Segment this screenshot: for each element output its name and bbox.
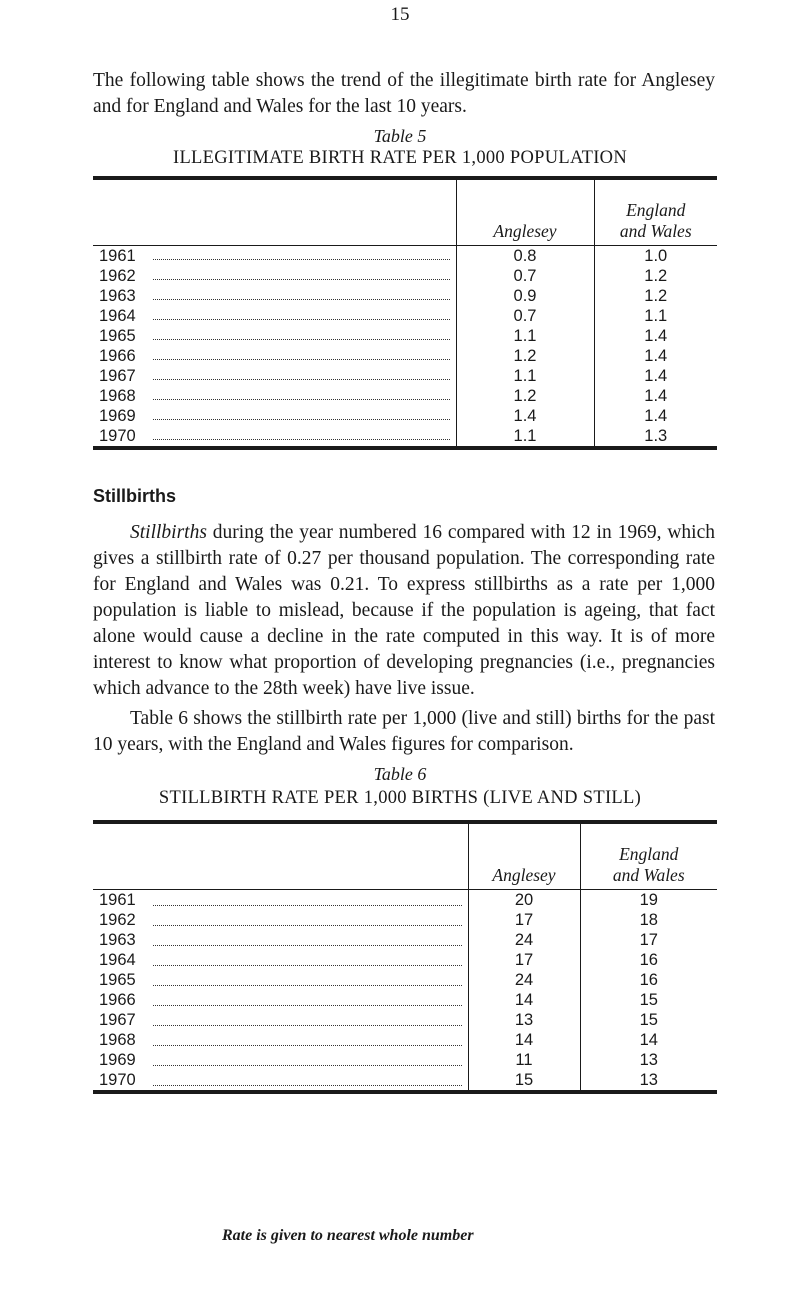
- table6-anglesey-header-label: Anglesey: [492, 865, 556, 885]
- anglesey-value: 14: [468, 990, 580, 1010]
- anglesey-value: 1.2: [456, 346, 594, 366]
- year-label: 1962: [99, 911, 142, 929]
- dot-leader: [153, 299, 450, 300]
- table6: [93, 820, 717, 1094]
- table-row: [93, 1030, 717, 1050]
- year-cell: [93, 1010, 468, 1030]
- england-wales-value: 14: [639, 1031, 658, 1049]
- england-wales-value: 15: [639, 1011, 658, 1029]
- intro-paragraph: The following table shows the trend of the illegitimate birth rate for Anglesey and for England and Wales for the last 10 years.: [93, 70, 715, 117]
- anglesey-value: 11: [468, 1050, 580, 1070]
- anglesey-value: 1.1: [456, 326, 594, 346]
- stillbirths-lead: Stillbirths: [130, 522, 207, 543]
- table-row: [93, 286, 717, 306]
- year-label: 1961: [99, 247, 142, 265]
- year-cell: [93, 970, 468, 990]
- year-cell: [93, 286, 456, 306]
- year-label: 1965: [99, 971, 142, 989]
- table5-caption: Table 5: [373, 126, 427, 146]
- table-row: [93, 266, 717, 286]
- england-wales-value: 1.4: [644, 387, 668, 405]
- england-wales-value: 1.4: [644, 367, 668, 385]
- table5-england-header-line2: and Wales: [619, 221, 692, 241]
- year-cell: [93, 306, 456, 326]
- table-row: [93, 910, 717, 930]
- year-cell: [93, 890, 468, 911]
- table5-england-header-line1: England: [626, 200, 686, 220]
- england-wales-value: 17: [639, 931, 658, 949]
- england-wales-value: 16: [639, 951, 658, 969]
- dot-leader: [153, 905, 462, 906]
- anglesey-value: 0.7: [456, 306, 594, 326]
- anglesey-value: 1.2: [456, 386, 594, 406]
- table-row: [93, 406, 717, 426]
- table-row: [93, 386, 717, 406]
- anglesey-value: 17: [468, 910, 580, 930]
- table6-footnote: Rate is given to nearest whole number: [222, 1227, 474, 1244]
- table6-body: [93, 890, 717, 1093]
- dot-leader: [153, 985, 462, 986]
- table6-england-header: [580, 822, 717, 890]
- table5: [93, 176, 717, 450]
- year-cell: [93, 326, 456, 346]
- table5-year-header: [93, 178, 456, 246]
- table6-england-header-line1: England: [619, 844, 679, 864]
- table6-header-row: [93, 822, 717, 890]
- year-label: 1967: [99, 367, 142, 385]
- anglesey-value: 1.1: [456, 366, 594, 386]
- dot-leader: [153, 965, 462, 966]
- year-label: 1966: [99, 991, 142, 1009]
- table6-title: STILLBIRTH RATE PER 1,000 BIRTHS (LIVE AND STILL): [158, 788, 642, 808]
- table6-anglesey-header: [468, 822, 580, 890]
- year-cell: [93, 910, 468, 930]
- england-wales-value: 1.1: [644, 307, 668, 325]
- year-label: 1969: [99, 1051, 142, 1069]
- anglesey-value: 0.9: [456, 286, 594, 306]
- england-wales-value: 13: [639, 1071, 658, 1089]
- year-label: 1970: [99, 427, 142, 445]
- england-wales-value: 15: [639, 991, 658, 1009]
- anglesey-value: 1.4: [456, 406, 594, 426]
- table5-anglesey-header-label: Anglesey: [493, 221, 557, 241]
- year-label: 1966: [99, 347, 142, 365]
- year-cell: [93, 950, 468, 970]
- table-row: [93, 1010, 717, 1030]
- dot-leader: [153, 945, 462, 946]
- england-wales-value: 13: [639, 1051, 658, 1069]
- england-wales-value: 1.4: [644, 327, 668, 345]
- year-label: 1962: [99, 267, 142, 285]
- anglesey-value: 0.8: [456, 246, 594, 267]
- year-cell: [93, 1050, 468, 1070]
- stillbirths-paragraph: [93, 520, 715, 702]
- table-row: [93, 346, 717, 366]
- dot-leader: [153, 1045, 462, 1046]
- table-row: [93, 1050, 717, 1070]
- year-label: 1963: [99, 931, 142, 949]
- year-cell: [93, 1070, 468, 1092]
- year-label: 1964: [99, 951, 142, 969]
- dot-leader: [153, 1025, 462, 1026]
- dot-leader: [153, 1065, 462, 1066]
- anglesey-value: 24: [468, 930, 580, 950]
- table5-body: [93, 246, 717, 449]
- table5-header-row: [93, 178, 717, 246]
- table-row: [93, 426, 717, 448]
- year-cell: [93, 366, 456, 386]
- table-row: [93, 306, 717, 326]
- table-row: [93, 990, 717, 1010]
- year-cell: [93, 246, 456, 267]
- year-cell: [93, 990, 468, 1010]
- dot-leader: [153, 439, 450, 440]
- england-wales-value: 1.2: [644, 287, 668, 305]
- table6-year-header: [93, 822, 468, 890]
- england-wales-value: 1.4: [644, 347, 668, 365]
- year-label: 1965: [99, 327, 142, 345]
- year-cell: [93, 406, 456, 426]
- dot-leader: [153, 399, 450, 400]
- table6-caption: Table 6: [373, 764, 427, 784]
- anglesey-value: 17: [468, 950, 580, 970]
- anglesey-value: 1.1: [456, 426, 594, 448]
- anglesey-value: 13: [468, 1010, 580, 1030]
- table-row: [93, 930, 717, 950]
- year-label: 1967: [99, 1011, 142, 1029]
- england-wales-value: 18: [639, 911, 658, 929]
- table5-anglesey-header: [456, 178, 594, 246]
- year-label: 1961: [99, 891, 142, 909]
- table-row: [93, 366, 717, 386]
- stillbirths-heading: Stillbirths: [93, 486, 177, 506]
- year-cell: [93, 1030, 468, 1050]
- anglesey-value: 15: [468, 1070, 580, 1092]
- table5-england-header: [594, 178, 717, 246]
- table-row: [93, 1070, 717, 1092]
- dot-leader: [153, 379, 450, 380]
- england-wales-value: 19: [639, 891, 658, 909]
- table-row: [93, 246, 717, 267]
- year-label: 1969: [99, 407, 142, 425]
- table6-intro-paragraph: Table 6 shows the stillbirth rate per 1,000 (live and still) births for the past 10 years, with the England and Wales figures for comparison.: [93, 708, 715, 755]
- year-label: 1968: [99, 387, 142, 405]
- england-wales-value: 1.0: [644, 247, 668, 265]
- dot-leader: [153, 1085, 462, 1086]
- dot-leader: [153, 419, 450, 420]
- anglesey-value: 20: [468, 890, 580, 911]
- table-row: [93, 970, 717, 990]
- dot-leader: [153, 1005, 462, 1006]
- dot-leader: [153, 279, 450, 280]
- year-cell: [93, 426, 456, 448]
- england-wales-value: 1.2: [644, 267, 668, 285]
- anglesey-value: 24: [468, 970, 580, 990]
- table-row: [93, 950, 717, 970]
- england-wales-value: 1.3: [644, 427, 668, 445]
- dot-leader: [153, 259, 450, 260]
- year-cell: [93, 266, 456, 286]
- england-wales-value: 1.4: [644, 407, 668, 425]
- year-cell: [93, 930, 468, 950]
- dot-leader: [153, 339, 450, 340]
- anglesey-value: 14: [468, 1030, 580, 1050]
- table-row: [93, 890, 717, 911]
- table-row: [93, 326, 717, 346]
- year-label: 1968: [99, 1031, 142, 1049]
- dot-leader: [153, 319, 450, 320]
- year-cell: [93, 346, 456, 366]
- stillbirths-body: during the year numbered 16 compared with 12 in 1969, which gives a stillbirth rate of 0.27 per thousand population. The corresponding rate for England and Wales was 0.21. To express stillbirths as a rate per 1,000 population is liable to mislead, because if the population is ageing, that fact alone would cause a decline in the rate computed in this way. It is of more interest to know what proportion of developing pregnancies (i.e., pregnancies which advance to the 28th week) have live issue.: [93, 522, 715, 699]
- year-label: 1963: [99, 287, 142, 305]
- table5-title: ILLEGITIMATE BIRTH RATE PER 1,000 POPULATION: [172, 148, 627, 168]
- dot-leader: [153, 925, 462, 926]
- england-wales-value: 16: [639, 971, 658, 989]
- page-number: 15: [390, 4, 410, 25]
- dot-leader: [153, 359, 450, 360]
- year-cell: [93, 386, 456, 406]
- year-label: 1964: [99, 307, 142, 325]
- table6-england-header-line2: and Wales: [612, 865, 685, 885]
- year-label: 1970: [99, 1071, 142, 1089]
- anglesey-value: 0.7: [456, 266, 594, 286]
